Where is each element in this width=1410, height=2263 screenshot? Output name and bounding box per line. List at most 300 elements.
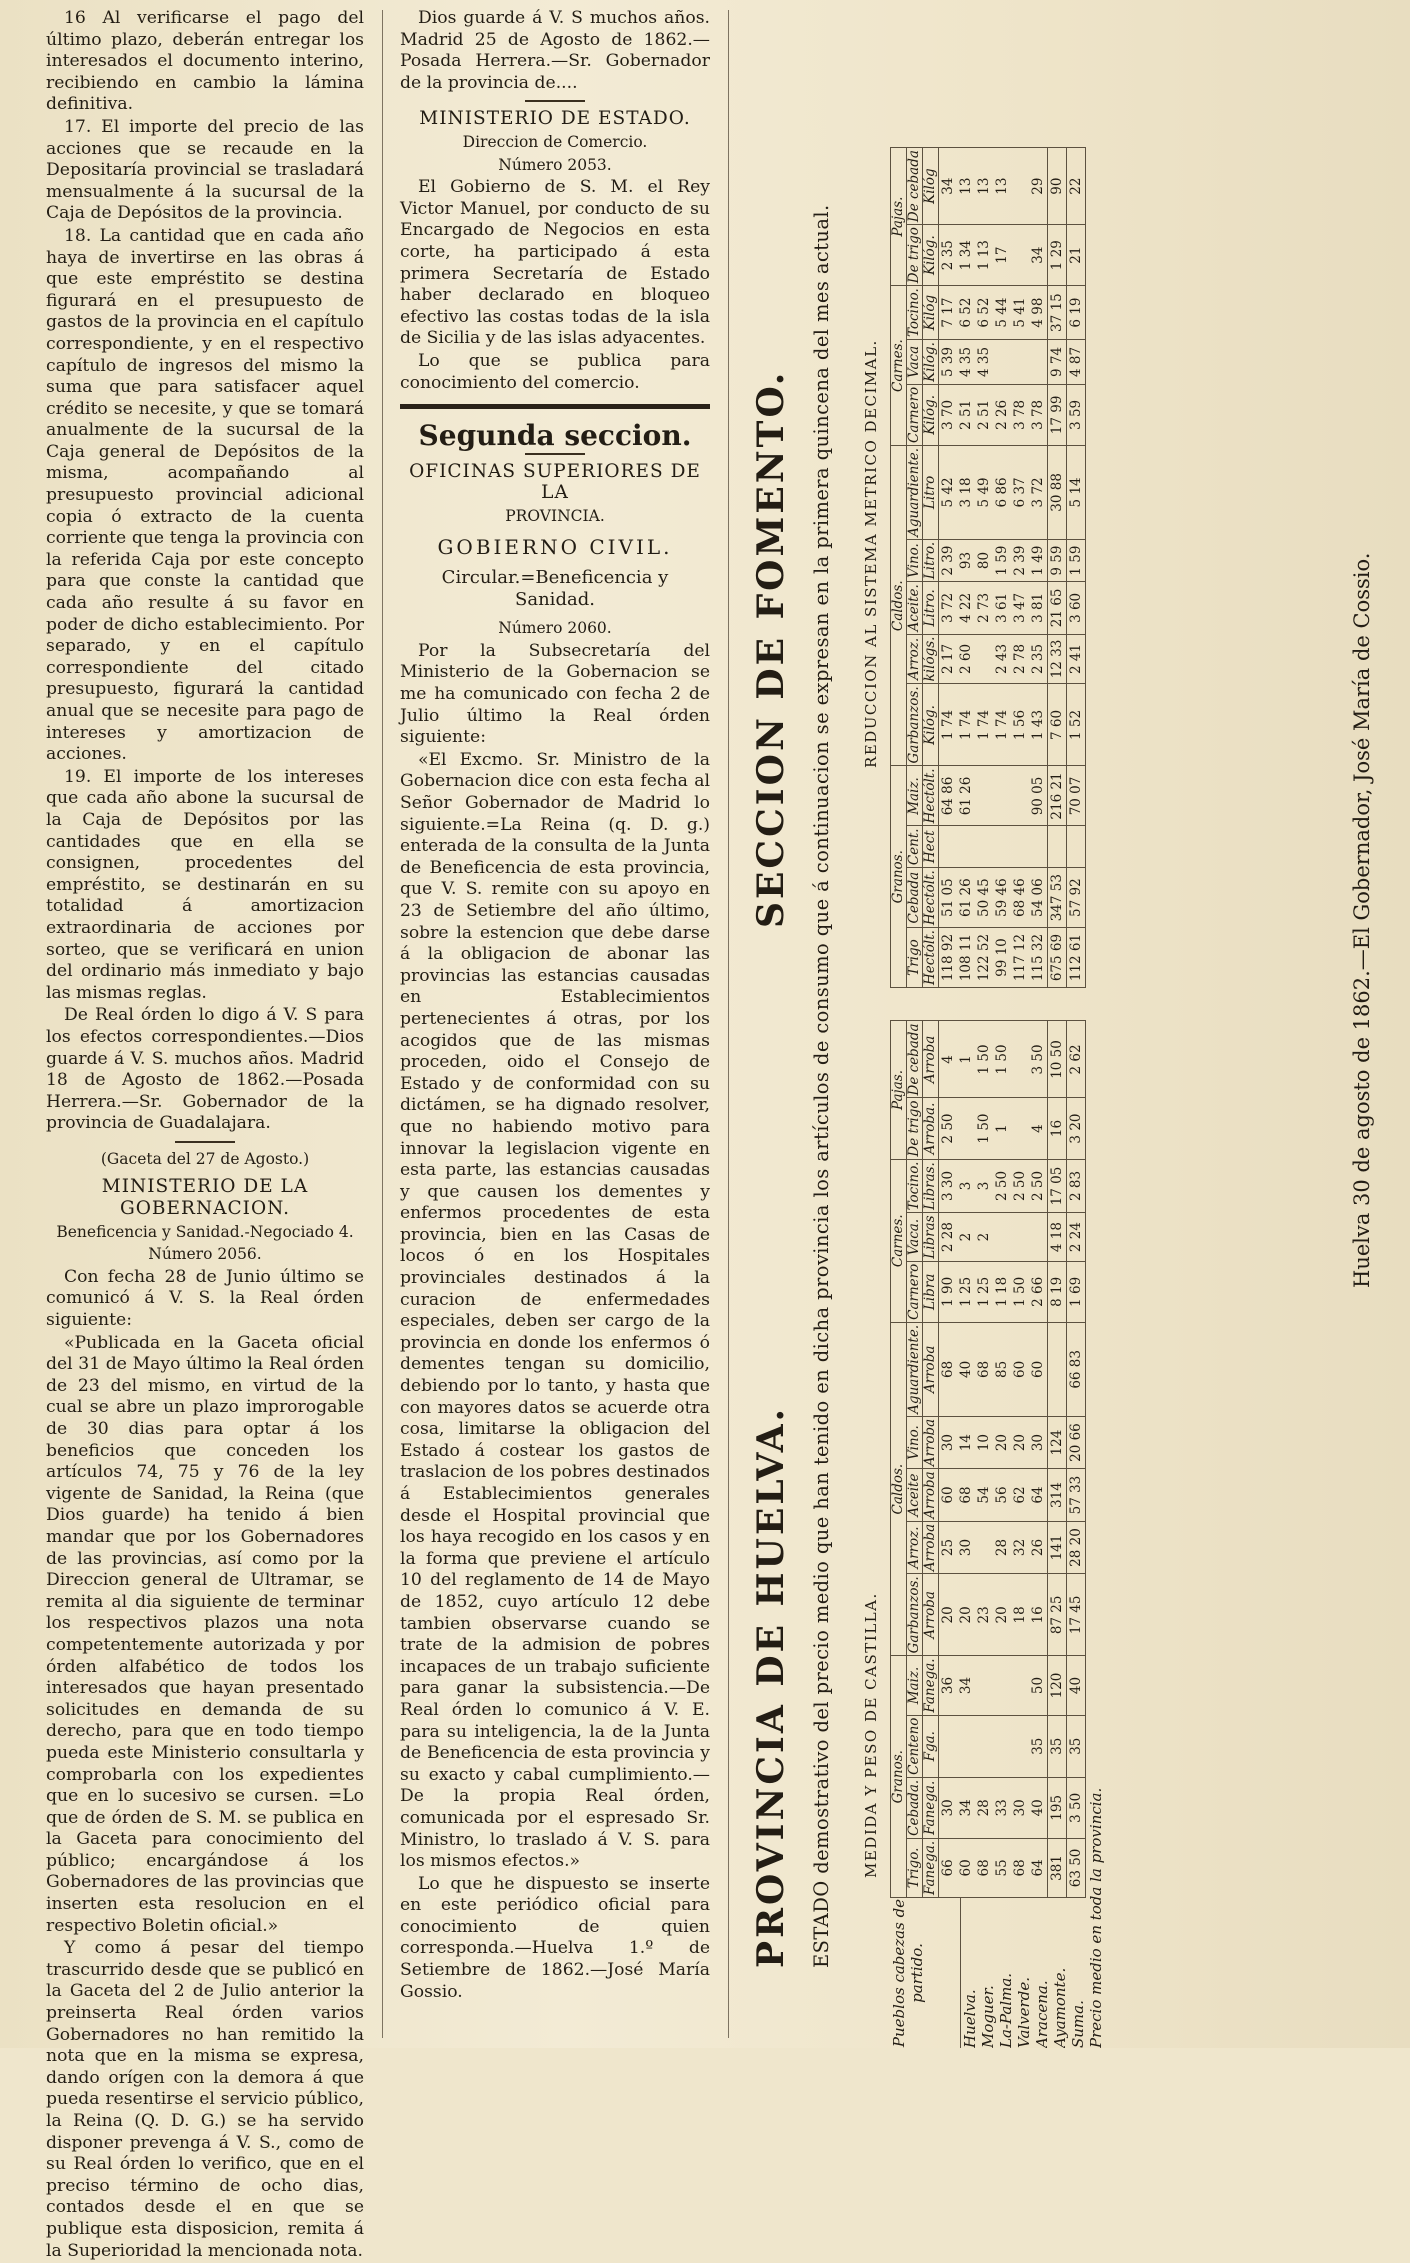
castilla-cell: 60	[1029, 1322, 1048, 1416]
metric-cell: 4 22	[957, 582, 975, 634]
metric-cell: 12 33	[1048, 634, 1067, 684]
metric-cell: 1 74	[939, 684, 958, 766]
castilla-unit-header: Arroba	[923, 1574, 939, 1656]
metric-row	[1011, 148, 1029, 988]
castilla-cell: 35	[1048, 1715, 1067, 1777]
paragraph-fecha: Con fecha 28 de Junio último se comunicó á V. S. la Real órden siguiente:	[46, 1266, 364, 1331]
castilla-cell: 1 50	[975, 1021, 993, 1098]
metric-cell: 9 74	[1048, 340, 1067, 385]
metric-cell: 3 81	[1029, 582, 1048, 634]
metric-cell: 2 35	[1029, 634, 1048, 684]
castilla-column-header: Carnero	[907, 1261, 923, 1322]
castilla-cell: 35	[1029, 1715, 1048, 1777]
metric-cell: 64 86	[939, 766, 958, 826]
metric-cell: 2 60	[957, 634, 975, 684]
castilla-cell	[1011, 1021, 1029, 1098]
paragraph-publica-comercio: Lo que se publica para conocimiento del comercio.	[400, 350, 710, 393]
castilla-cell: 30	[957, 1521, 975, 1573]
castilla-cell: 1 50	[975, 1098, 993, 1159]
castilla-cell: 3 20	[1067, 1098, 1086, 1159]
metric-cell: 5 42	[939, 445, 958, 539]
metric-cell: 3 60	[1067, 582, 1086, 634]
castilla-column-header: Cebada.	[907, 1777, 923, 1838]
metric-cell: 1 29	[1048, 225, 1067, 286]
castilla-cell: 20	[993, 1574, 1011, 1656]
metric-cell: 2 26	[993, 384, 1011, 445]
article-18: 18. La cantidad que en cada año haya de invertirse en las obras á que este empréstito se destina figurará en el presupuesto de gastos de la provincia en el capítulo correspondiente, y en el respectivo capítulo de ingresos del mismo la suma que para satisfacer aquel crédito se necesite, y que se tomará anualmente de la sucursal de la Caja general de Depósitos de la misma, acompañando al presupuesto provincial adicional copia ó extracto de la cuenta corriente que tenga la provincia con la referida Caja por este concepto para que conste la cantidad que cada año resulte á su favor en poder de dicho establecimiento. Por separado, y en el capítulo correspondiente del citado presupuesto, figurará la cantidad anual que se necesite para pago de intereses y amortizacion de acciones.	[46, 225, 364, 765]
numero-2053: Número 2053.	[498, 155, 612, 174]
castilla-cell: 141	[1048, 1521, 1067, 1573]
metric-column-header: De trigo	[907, 225, 923, 286]
castilla-column-header: Maiz.	[907, 1656, 923, 1715]
castilla-cell	[993, 1213, 1011, 1261]
metric-unit-header: Kilóg.	[923, 384, 939, 445]
metric-cell: 4 35	[957, 340, 975, 385]
castilla-cell: 35	[1067, 1715, 1086, 1777]
metric-unit-header: Hectólt.	[923, 868, 939, 928]
metric-cell: 108 11	[957, 928, 975, 988]
metric-cell: 80	[975, 539, 993, 581]
metric-cell: 21 65	[1048, 582, 1067, 634]
metric-cell	[975, 634, 993, 684]
metric-cell: 1 34	[957, 225, 975, 286]
castilla-cell: 2	[957, 1213, 975, 1261]
castilla-unit-header: Arroba	[923, 1021, 939, 1098]
castilla-cell: 28	[975, 1777, 993, 1838]
metric-cell	[1029, 826, 1048, 868]
towns-header: Pueblos cabezas de partido.	[890, 1898, 961, 2048]
castilla-cell: 87 25	[1048, 1574, 1067, 1656]
castilla-row	[957, 1021, 975, 1898]
metric-row	[993, 148, 1011, 988]
metric-cell: 115 32	[1029, 928, 1048, 988]
metric-cell: 2 17	[939, 634, 958, 684]
metric-cell: 2 41	[1067, 634, 1086, 684]
metric-cell: 61 26	[957, 868, 975, 928]
metric-cell: 4 98	[1029, 286, 1048, 340]
castilla-cell: 8 19	[1048, 1261, 1067, 1322]
castilla-cell: 16	[1029, 1574, 1048, 1656]
castilla-cell	[993, 1656, 1011, 1715]
metric-column-header: Vino.	[907, 539, 923, 581]
castilla-cell: 2 66	[1029, 1261, 1048, 1322]
metric-cell: 675 69	[1048, 928, 1067, 988]
metric-column-header: Vaca	[907, 340, 923, 385]
metric-cell: 117 12	[1011, 928, 1029, 988]
castilla-cell	[957, 1098, 975, 1159]
ministerio-gobernacion-heading: MINISTERIO DE LA GOBERNACION.	[101, 1176, 309, 1220]
town-name: Huelva.	[961, 1989, 979, 2048]
metric-cell: 61 26	[957, 766, 975, 826]
metric-table	[890, 147, 1086, 988]
metric-cell: 6 52	[957, 286, 975, 340]
metric-cell: 3 70	[939, 384, 958, 445]
castilla-cell: 34	[957, 1777, 975, 1838]
castilla-cell: 30	[939, 1416, 958, 1468]
castilla-cell: 4 18	[1048, 1213, 1067, 1261]
metric-cell: 1 52	[1067, 684, 1086, 766]
castilla-unit-header: Arroba	[923, 1416, 939, 1468]
direccion-comercio: Direccion de Comercio.	[462, 132, 648, 151]
metric-unit-header: Kilóg	[923, 148, 939, 225]
town-name: Aracena.	[1033, 1980, 1051, 2048]
castilla-column-header: De cebada	[907, 1021, 923, 1098]
metric-cell	[975, 826, 993, 868]
metric-cell: 2 78	[1011, 634, 1029, 684]
castilla-cell: 33	[993, 1777, 1011, 1838]
castilla-cell: 2 62	[1067, 1021, 1086, 1098]
metric-cell: 13	[993, 148, 1011, 225]
castilla-cell: 1 25	[957, 1261, 975, 1322]
estado-demostrativo-title: ESTADO demostrativo del precio medio que han tenido en dicha provincia los artículos de consumo que á continuacion se expresan en la primera quincena del mes actual.	[810, 204, 833, 1968]
castilla-cell	[1011, 1656, 1029, 1715]
metric-unit-header: Litro.	[923, 582, 939, 634]
metric-cell: 22	[1067, 148, 1086, 225]
metric-cell: 1 59	[1067, 539, 1086, 581]
castilla-row	[1067, 1021, 1086, 1898]
castilla-cell: 62	[1011, 1469, 1029, 1521]
castilla-cell: 3	[975, 1159, 993, 1213]
castilla-row	[993, 1021, 1011, 1898]
castilla-cell: 2	[975, 1213, 993, 1261]
castilla-column-header: Arroz.	[907, 1521, 923, 1573]
castilla-cell: 2 50	[993, 1159, 1011, 1213]
numero-2056: Número 2056.	[148, 1245, 262, 1264]
castilla-unit-header: Arroba	[923, 1322, 939, 1416]
castilla-group-header: Granos.	[891, 1656, 907, 1898]
castilla-cell: 2 50	[1011, 1159, 1029, 1213]
castilla-cell	[1011, 1715, 1029, 1777]
castilla-cell	[1011, 1098, 1029, 1159]
castilla-cell: 1 18	[993, 1261, 1011, 1322]
metric-cell: 1 56	[1011, 684, 1029, 766]
metric-cell: 347 53	[1048, 868, 1067, 928]
town-name: Ayamonte.	[1051, 1967, 1069, 2048]
castilla-cell: 4	[939, 1021, 958, 1098]
castilla-cell: 26	[1029, 1521, 1048, 1573]
metric-column-header: Trigo	[907, 928, 923, 988]
metric-row	[957, 148, 975, 988]
metric-cell: 1 43	[1029, 684, 1048, 766]
metric-cell: 5 14	[1067, 445, 1086, 539]
avg-label: Precio medio en toda la provincia.	[1087, 1787, 1105, 2048]
metric-unit-header: Litro.	[923, 539, 939, 581]
castilla-unit-header: Libra	[923, 1261, 939, 1322]
article-19: 19. El importe de los intereses que cada año abone la sucursal de la Caja de Depósitos por las cantidades que en ella se consignen, procedentes del empréstito, se destinarán en su totalidad á amortizacion extraordinaria de acciones por sorteo, que se verificará en union del ordinario más inmediato y bajo las mismas reglas.	[46, 766, 364, 1003]
paragraph-y-como: Y como á pesar del tiempo trascurrido desde que se publicó en la Gaceta del 2 de Julio anterior la preinserta Real órden varios Gobernadores no han remitido la nota que en la misma se expresa, dando orígen con la demora á que pueda resentirse el servicio público, la Reina (Q. D. G.) se ha servido disponer prevenga á V. S., como de su Real órden lo verifico, que en el preciso término de ocho dias, contados desde el en que se publique esta disposicion, remita á la Superioridad la mencionada nota.	[46, 1938, 364, 2261]
castilla-cell	[1011, 1213, 1029, 1261]
castilla-cell: 54	[975, 1469, 993, 1521]
castilla-unit-header: Fanega.	[923, 1656, 939, 1715]
metric-unit-header: Kilóg	[923, 286, 939, 340]
separator	[525, 100, 585, 102]
metric-unit-header: kilógs.	[923, 634, 939, 684]
castilla-cell: 68	[939, 1322, 958, 1416]
castilla-column-header: Aguardiente.	[907, 1322, 923, 1416]
metric-column-header: Aguardiente.	[907, 445, 923, 539]
castilla-column-header: Vino.	[907, 1416, 923, 1468]
metric-column-header: Garbanzos.	[907, 684, 923, 766]
metric-cell	[975, 766, 993, 826]
metric-cell: 3 72	[1029, 445, 1048, 539]
castilla-cell: 40	[957, 1322, 975, 1416]
metric-cell: 17 99	[1048, 384, 1067, 445]
castilla-group-header: Carnes.	[891, 1159, 907, 1322]
metric-cell: 3 59	[1067, 384, 1086, 445]
castilla-cell: 56	[993, 1469, 1011, 1521]
text-column-1	[46, 8, 364, 2263]
metric-cell: 90	[1048, 148, 1067, 225]
castilla-cell: 10 50	[1048, 1021, 1067, 1098]
castilla-row	[1029, 1021, 1048, 1898]
metric-cell	[993, 766, 1011, 826]
castilla-cell	[939, 1715, 958, 1777]
castilla-column-header: Trigo.	[907, 1838, 923, 1897]
castilla-cell: 50	[1029, 1656, 1048, 1715]
metric-column-header: Cebada	[907, 868, 923, 928]
circular-heading: Circular.=Beneficencia y Sanidad.	[441, 567, 669, 610]
metric-cell: 5 41	[1011, 286, 1029, 340]
metric-cell: 29	[1029, 148, 1048, 225]
paragraph-publicada: «Publicada en la Gaceta oficial del 31 de Mayo último la Real órden de 23 del mismo, en virtud de la cual se abre un plazo improrogable de 30 dias para optar á los beneficios que conceden los artículos 74, 75 y 76 de la ley vigente de Sanidad, la Reina (que Dios guarde) ha tenido á bien mandar que por los Gobernadores de las provincias, así como por la Direccion general de Ultramar, se remita al dia siguiente de terminar los respectivos plazos una nota competentemente autorizada y por órden alfabético de todos los interesados que hayan presentado solicitudes en demanda de su derecho, para que en todo tiempo pueda este Ministerio consultarla y comprobarla con los expedientes que en lo sucesivo se cursen. =Lo que de órden de S. M. se publica en la Gaceta para conocimiento del público; encargándose á los Gobernadores de las provincias que inserten esta resolucion en el respectivo Boletin oficial.»	[46, 1332, 364, 1936]
metric-cell: 59 46	[993, 868, 1011, 928]
castilla-cell: 30	[939, 1777, 958, 1838]
metric-unit-header: Kilóg.	[923, 340, 939, 385]
metric-cell: 9 59	[1048, 539, 1067, 581]
castilla-cell	[975, 1656, 993, 1715]
castilla-cell: 64	[1029, 1838, 1048, 1897]
metric-cell: 1 49	[1029, 539, 1048, 581]
footer-signature: Huelva 30 de agosto de 1862.—El Gobernador, José María de Cossio.	[1350, 552, 1374, 1288]
metric-cell: 122 52	[975, 928, 993, 988]
castilla-cell: 66	[939, 1838, 958, 1897]
metric-column-header: Tocino.	[907, 286, 923, 340]
castilla-cell: 60	[957, 1838, 975, 1897]
beneficencia-negociado: Beneficencia y Sanidad.-Negociado 4.	[56, 1222, 354, 1241]
castilla-cell: 30	[1011, 1777, 1029, 1838]
castilla-cell: 68	[975, 1322, 993, 1416]
metric-cell: 30 88	[1048, 445, 1067, 539]
seccion-fomento-heading: SECCION DE FOMENTO.	[750, 369, 792, 928]
castilla-cell: 36	[939, 1656, 958, 1715]
castilla-cell: 25	[939, 1521, 958, 1573]
castilla-cell: 4	[1029, 1098, 1048, 1159]
castilla-cell: 20	[1011, 1416, 1029, 1468]
metric-column-header: Aceite.	[907, 582, 923, 634]
metric-column-header: Carnero	[907, 384, 923, 445]
metric-cell: 13	[957, 148, 975, 225]
metric-unit-header: Kilóg.	[923, 684, 939, 766]
castilla-cell: 60	[939, 1469, 958, 1521]
metric-column-header: Maiz.	[907, 766, 923, 826]
metric-cell: 57 92	[1067, 868, 1086, 928]
metric-cell: 1 13	[975, 225, 993, 286]
castilla-column-header: Tocino.	[907, 1159, 923, 1213]
metric-cell	[1048, 826, 1067, 868]
metric-cell: 4 35	[975, 340, 993, 385]
metric-cell: 2 51	[975, 384, 993, 445]
castilla-cell	[1048, 1322, 1067, 1416]
metric-cell	[1011, 148, 1029, 225]
metric-unit-header: Hectólt.	[923, 766, 939, 826]
metric-cell: 13	[975, 148, 993, 225]
castilla-cell	[975, 1521, 993, 1573]
metric-cell: 68 46	[1011, 868, 1029, 928]
castilla-table	[890, 1020, 1086, 1898]
castilla-cell: 3 50	[1029, 1021, 1048, 1098]
castilla-cell: 314	[1048, 1469, 1067, 1521]
castilla-cell: 120	[1048, 1656, 1067, 1715]
metric-unit-header: Hect	[923, 826, 939, 868]
castilla-cell: 66 83	[1067, 1322, 1086, 1416]
metric-cell	[1011, 766, 1029, 826]
section-rule	[400, 404, 710, 409]
town-name: La-Palma.	[997, 1972, 1015, 2048]
castilla-unit-header: Arroba	[923, 1469, 939, 1521]
text-column-2	[400, 8, 710, 2004]
castilla-cell	[957, 1715, 975, 1777]
castilla-cell: 55	[993, 1838, 1011, 1897]
castilla-cell	[975, 1715, 993, 1777]
paragraph-subsecretaria: Por la Subsecretaría del Ministerio de la Gobernacion se me ha comunicado con fecha 2 de Julio último la Real órden siguiente:	[400, 640, 710, 748]
castilla-cell: 20	[957, 1574, 975, 1656]
castilla-cell: 68	[975, 1838, 993, 1897]
castilla-unit-header: Fga.	[923, 1715, 939, 1777]
metric-group-header: Carnes.	[891, 286, 907, 446]
castilla-cell: 195	[1048, 1777, 1067, 1838]
castilla-cell: 23	[975, 1574, 993, 1656]
castilla-cell: 63 50	[1067, 1838, 1086, 1897]
metric-group-header: Caldos.	[891, 445, 907, 766]
metric-column-header: Cent.	[907, 826, 923, 868]
castilla-group-header: Caldos.	[891, 1322, 907, 1656]
castilla-row	[1048, 1021, 1067, 1898]
castilla-column-header: Centeno	[907, 1715, 923, 1777]
castilla-cell: 1 90	[939, 1261, 958, 1322]
metric-cell: 6 52	[975, 286, 993, 340]
metric-cell: 90 05	[1029, 766, 1048, 826]
castilla-cell: 16	[1048, 1098, 1067, 1159]
town-name: Moguer.	[979, 1985, 997, 2048]
metric-cell: 118 92	[939, 928, 958, 988]
gaceta-ref: (Gaceta del 27 de Agosto.)	[100, 1149, 310, 1168]
metric-cell: 2 43	[993, 634, 1011, 684]
metric-group-header: Granos.	[891, 766, 907, 988]
metric-cell: 216 21	[1048, 766, 1067, 826]
castilla-cell: 40	[1067, 1656, 1086, 1715]
metric-cell	[1011, 340, 1029, 385]
article-17: 17. El importe del precio de las acciones que se recaude en la Depositaría provincial se trasladará mensualmente á la sucursal de la Caja de Depósitos de la provincia.	[46, 116, 364, 224]
metric-group-header: Pajas.	[891, 148, 907, 286]
castilla-cell: 57 33	[1067, 1469, 1086, 1521]
paragraph-dispuesto: Lo que he dispuesto se inserte en este periódico oficial para conocimiento de quien corresponda.—Huelva 1.º de Setiembre de 1862.—José María Gossio.	[400, 1873, 710, 2002]
metric-cell	[939, 826, 958, 868]
castilla-cell: 2 24	[1067, 1213, 1086, 1261]
castilla-cell: 2 28	[939, 1213, 958, 1261]
metric-cell: 3 72	[939, 582, 958, 634]
castilla-cell: 1 50	[993, 1021, 1011, 1098]
castilla-column-header: De trigo	[907, 1098, 923, 1159]
metric-row	[939, 148, 958, 988]
castilla-cell: 2 83	[1067, 1159, 1086, 1213]
reduccion-metrico-heading: REDUCCION AL SISTEMA METRICO DECIMAL.	[862, 339, 880, 768]
metric-cell	[957, 826, 975, 868]
metric-cell: 54 06	[1029, 868, 1048, 928]
metric-cell: 3 18	[957, 445, 975, 539]
metric-cell: 6 37	[1011, 445, 1029, 539]
metric-cell: 17	[993, 225, 1011, 286]
metric-cell: 93	[957, 539, 975, 581]
metric-cell: 3 78	[1011, 384, 1029, 445]
castilla-column-header: Aceite	[907, 1469, 923, 1521]
castilla-cell: 2 50	[1029, 1159, 1048, 1213]
metric-cell	[1029, 340, 1048, 385]
metric-cell: 112 61	[1067, 928, 1086, 988]
castilla-cell: 40	[1029, 1777, 1048, 1838]
metric-cell: 2 51	[957, 384, 975, 445]
castilla-cell: 3	[957, 1159, 975, 1213]
castilla-unit-header: Libras.	[923, 1159, 939, 1213]
castilla-unit-header: Fanega.	[923, 1777, 939, 1838]
metric-cell: 5 39	[939, 340, 958, 385]
metric-cell: 1 74	[993, 684, 1011, 766]
castilla-cell: 1	[993, 1098, 1011, 1159]
castilla-row	[1011, 1021, 1029, 1898]
castilla-cell: 14	[957, 1416, 975, 1468]
numero-2060: Número 2060.	[498, 619, 612, 638]
castilla-cell: 28	[993, 1521, 1011, 1573]
paragraph-bloqueo: El Gobierno de S. M. el Rey Victor Manuel, por conducto de su Encargado de Negocios en esta corte, ha participado á esta primera Secretaría de Estado haber declarado en bloqueo efectivo las costas todas de la isla de Sicilia y de las islas adyacentes.	[400, 177, 710, 349]
metric-cell: 2 73	[975, 582, 993, 634]
medida-castilla-heading: MEDIDA Y PESO DE CASTILLA.	[862, 1592, 880, 1878]
metric-cell: 7 60	[1048, 684, 1067, 766]
metric-cell	[1011, 225, 1029, 286]
metric-cell: 37 15	[1048, 286, 1067, 340]
metric-cell: 3 47	[1011, 582, 1029, 634]
castilla-cell: 20 66	[1067, 1416, 1086, 1468]
fomento-section	[740, 0, 1410, 2048]
castilla-cell: 64	[1029, 1469, 1048, 1521]
metric-row	[1067, 148, 1086, 988]
metric-cell: 50 45	[975, 868, 993, 928]
castilla-unit-header: Fanega.	[923, 1838, 939, 1897]
metric-cell: 7 17	[939, 286, 958, 340]
metric-cell	[1011, 826, 1029, 868]
town-name: Valverde.	[1015, 1977, 1033, 2048]
metric-cell: 2 39	[939, 539, 958, 581]
separator	[525, 453, 585, 455]
metric-cell: 6 19	[1067, 286, 1086, 340]
closing-dios-guarde: Dios guarde á V. S muchos años. Madrid 25 de Agosto de 1862.—Posada Herrera.—Sr. Gobernador de la provincia de....	[400, 8, 710, 93]
castilla-cell: 10	[975, 1416, 993, 1468]
metric-cell: 5 49	[975, 445, 993, 539]
real-orden-closing: De Real órden lo digo á V. S para los efectos correspondientes.—Dios guarde á V. S. muchos años. Madrid 18 de Agosto de 1862.—Posada Herrera.—Sr. Gobernador de la provincia de Guadalajara.	[46, 1005, 364, 1134]
castilla-row	[975, 1021, 993, 1898]
metric-row	[1048, 148, 1067, 988]
castilla-cell	[993, 1715, 1011, 1777]
metric-cell: 51 05	[939, 868, 958, 928]
separator	[175, 1141, 235, 1143]
castilla-cell: 68	[957, 1469, 975, 1521]
ministerio-estado-heading: MINISTERIO DE ESTADO.	[419, 108, 691, 130]
metric-cell: 1 74	[957, 684, 975, 766]
metric-cell: 2 39	[1011, 539, 1029, 581]
segunda-seccion-heading: Segunda seccion.	[418, 419, 692, 453]
castilla-cell: 3 30	[939, 1159, 958, 1213]
castilla-cell: 34	[957, 1656, 975, 1715]
column-divider	[728, 10, 729, 2038]
castilla-group-header: Pajas.	[891, 1021, 907, 1159]
